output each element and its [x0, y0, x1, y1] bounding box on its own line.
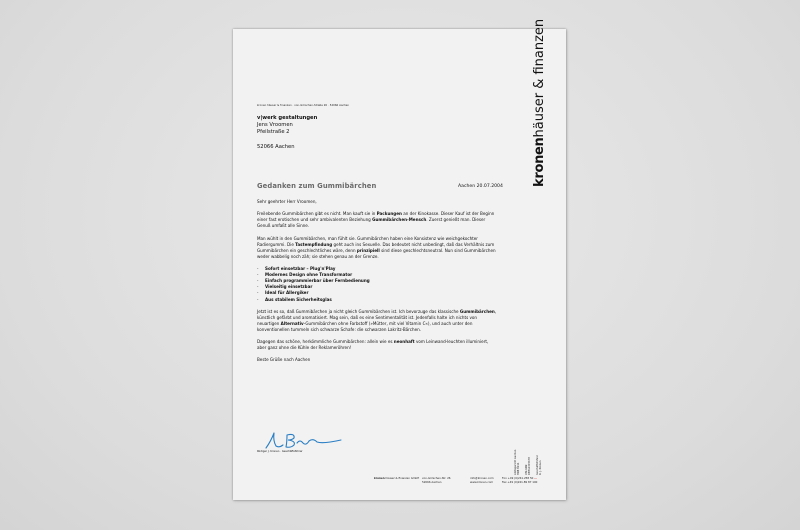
- footer-web: www.kronen.com: [470, 479, 494, 484]
- list-item: · Vielseitig einsetzbar: [257, 284, 497, 290]
- letter-date: Aachen 20.07.2004: [458, 184, 503, 189]
- list-item: · Aus stabilem Sicherheitsglas: [257, 297, 497, 303]
- paragraph-2: Man wühlt in den Gummibärchen, man fühlt sie. Gummibärchen haben eine Konsistenz wie weichgekochter Radiergummi. Die Tastempfindung geht auch ins Sexuelle. Das bedeutet nicht unbedingt, daß das Verhältnis zum Gummibärchen ein geschlechtliches wäre, denn prinzipiell sind diese geschlechtsneutral. Nun sind Gummibärchen weder wabbelig noch zäh; sie stehen genau an der Grenze.: [257, 235, 496, 259]
- legal-info: HRB 8211: [517, 462, 520, 475]
- list-item: · Einfach programmierbar über Fernbedienung: [257, 278, 497, 284]
- legal-info: Geschäftsführer: [536, 455, 539, 475]
- company-logo: [533, 19, 546, 187]
- recipient-address: [257, 115, 317, 151]
- footer-email: info@kronen.com: [470, 476, 494, 480]
- recipient-street: Pfeilstraße 2: [257, 129, 290, 136]
- letter-body: [257, 199, 497, 370]
- salutation: Sehr geehrter Herr Vroomen,: [257, 199, 317, 204]
- footer-address: von-Görschen-Str. 26 52066 Aachen: [422, 476, 451, 484]
- closing: Beste Grüße nach Aachen: [257, 357, 311, 363]
- list-item: · Sofort einsetzbar – Plug'n'Play: [257, 266, 497, 272]
- letter-subject: Gedanken zum Gummibärchen: [257, 182, 377, 190]
- paragraph-3: Jetzt ist es so, daß Gummibärchen ja nicht gleich Gummibärchen ist. Ich bevorzuge das klassische Gummibärchen, künstlich gefärbt und aromatisiert. Mag sein, daß es eine Sentimentalität ist. Jedenfalls halte ich nichts von neuartigen Alternativ-Gummibärchen ohne Farbstoff (»Mütter, mit viel Vitamin C«), und auch unter den konventionellen tummeln sich schwarze Schafe: die schwarzen Lakritz-Bärchen.: [257, 308, 497, 332]
- signer-name: Rüdiger J. Kronen · Geschäftsführer: [257, 450, 303, 453]
- footer-contact: [470, 477, 494, 484]
- footer-phone: Fon +49 (0)241.258 50 ··· Fax +49 (0)241.89 87 100: [502, 476, 538, 484]
- legal-info: DE812345678: [528, 457, 531, 475]
- handwritten-signature: [263, 429, 343, 451]
- logo-tagline: häuser & finanzen: [532, 18, 547, 138]
- footer-company: kronen häuser & finanzen GmbH: [374, 476, 420, 480]
- list-item: · Ideal für Allergiker: [257, 290, 497, 296]
- recipient-name: Jens Vroomen: [257, 122, 293, 129]
- letter-page: [233, 18, 566, 500]
- logo-brand: kronen: [532, 137, 547, 187]
- legal-info: USt-IdNr.: [525, 463, 528, 475]
- footer-fax: Fax +49 (0)241.89 87 100: [502, 479, 538, 484]
- sender-return-address: kronen häuser & finanzen · von-Görschen-Straße 26 · 52066 Aachen: [257, 104, 350, 107]
- legal-info: Amtsgericht Aachen: [514, 449, 517, 475]
- list-item: · Modernes Design ohne Transformator: [257, 272, 497, 278]
- paragraph-4: Dagegen das schöne, herkömmliche Gummibärchen: allein wie es neonhaft vom Leinwand-leuchten illuminiert, aber ganz ohne die Kühle der Reklameröhren!: [257, 339, 489, 351]
- legal-info: R. J. Kronen: [539, 460, 542, 475]
- recipient-city: 52066 Aachen: [257, 143, 295, 150]
- feature-list: [257, 266, 497, 303]
- paragraph-1: Freilebende Gummibärchen gibt es nicht. Man kauft sie in Packungen an der Kinokasse. Dieser Kauf ist der Beginn einer fast erotischen und sehr ambivalenten Beziehung Gummibärchen-Mensch. Zuerst genießt man. Dieser Genuß umfaßt alle Sinne.: [257, 211, 495, 229]
- recipient-company: v|werk gestaltungen: [257, 115, 318, 121]
